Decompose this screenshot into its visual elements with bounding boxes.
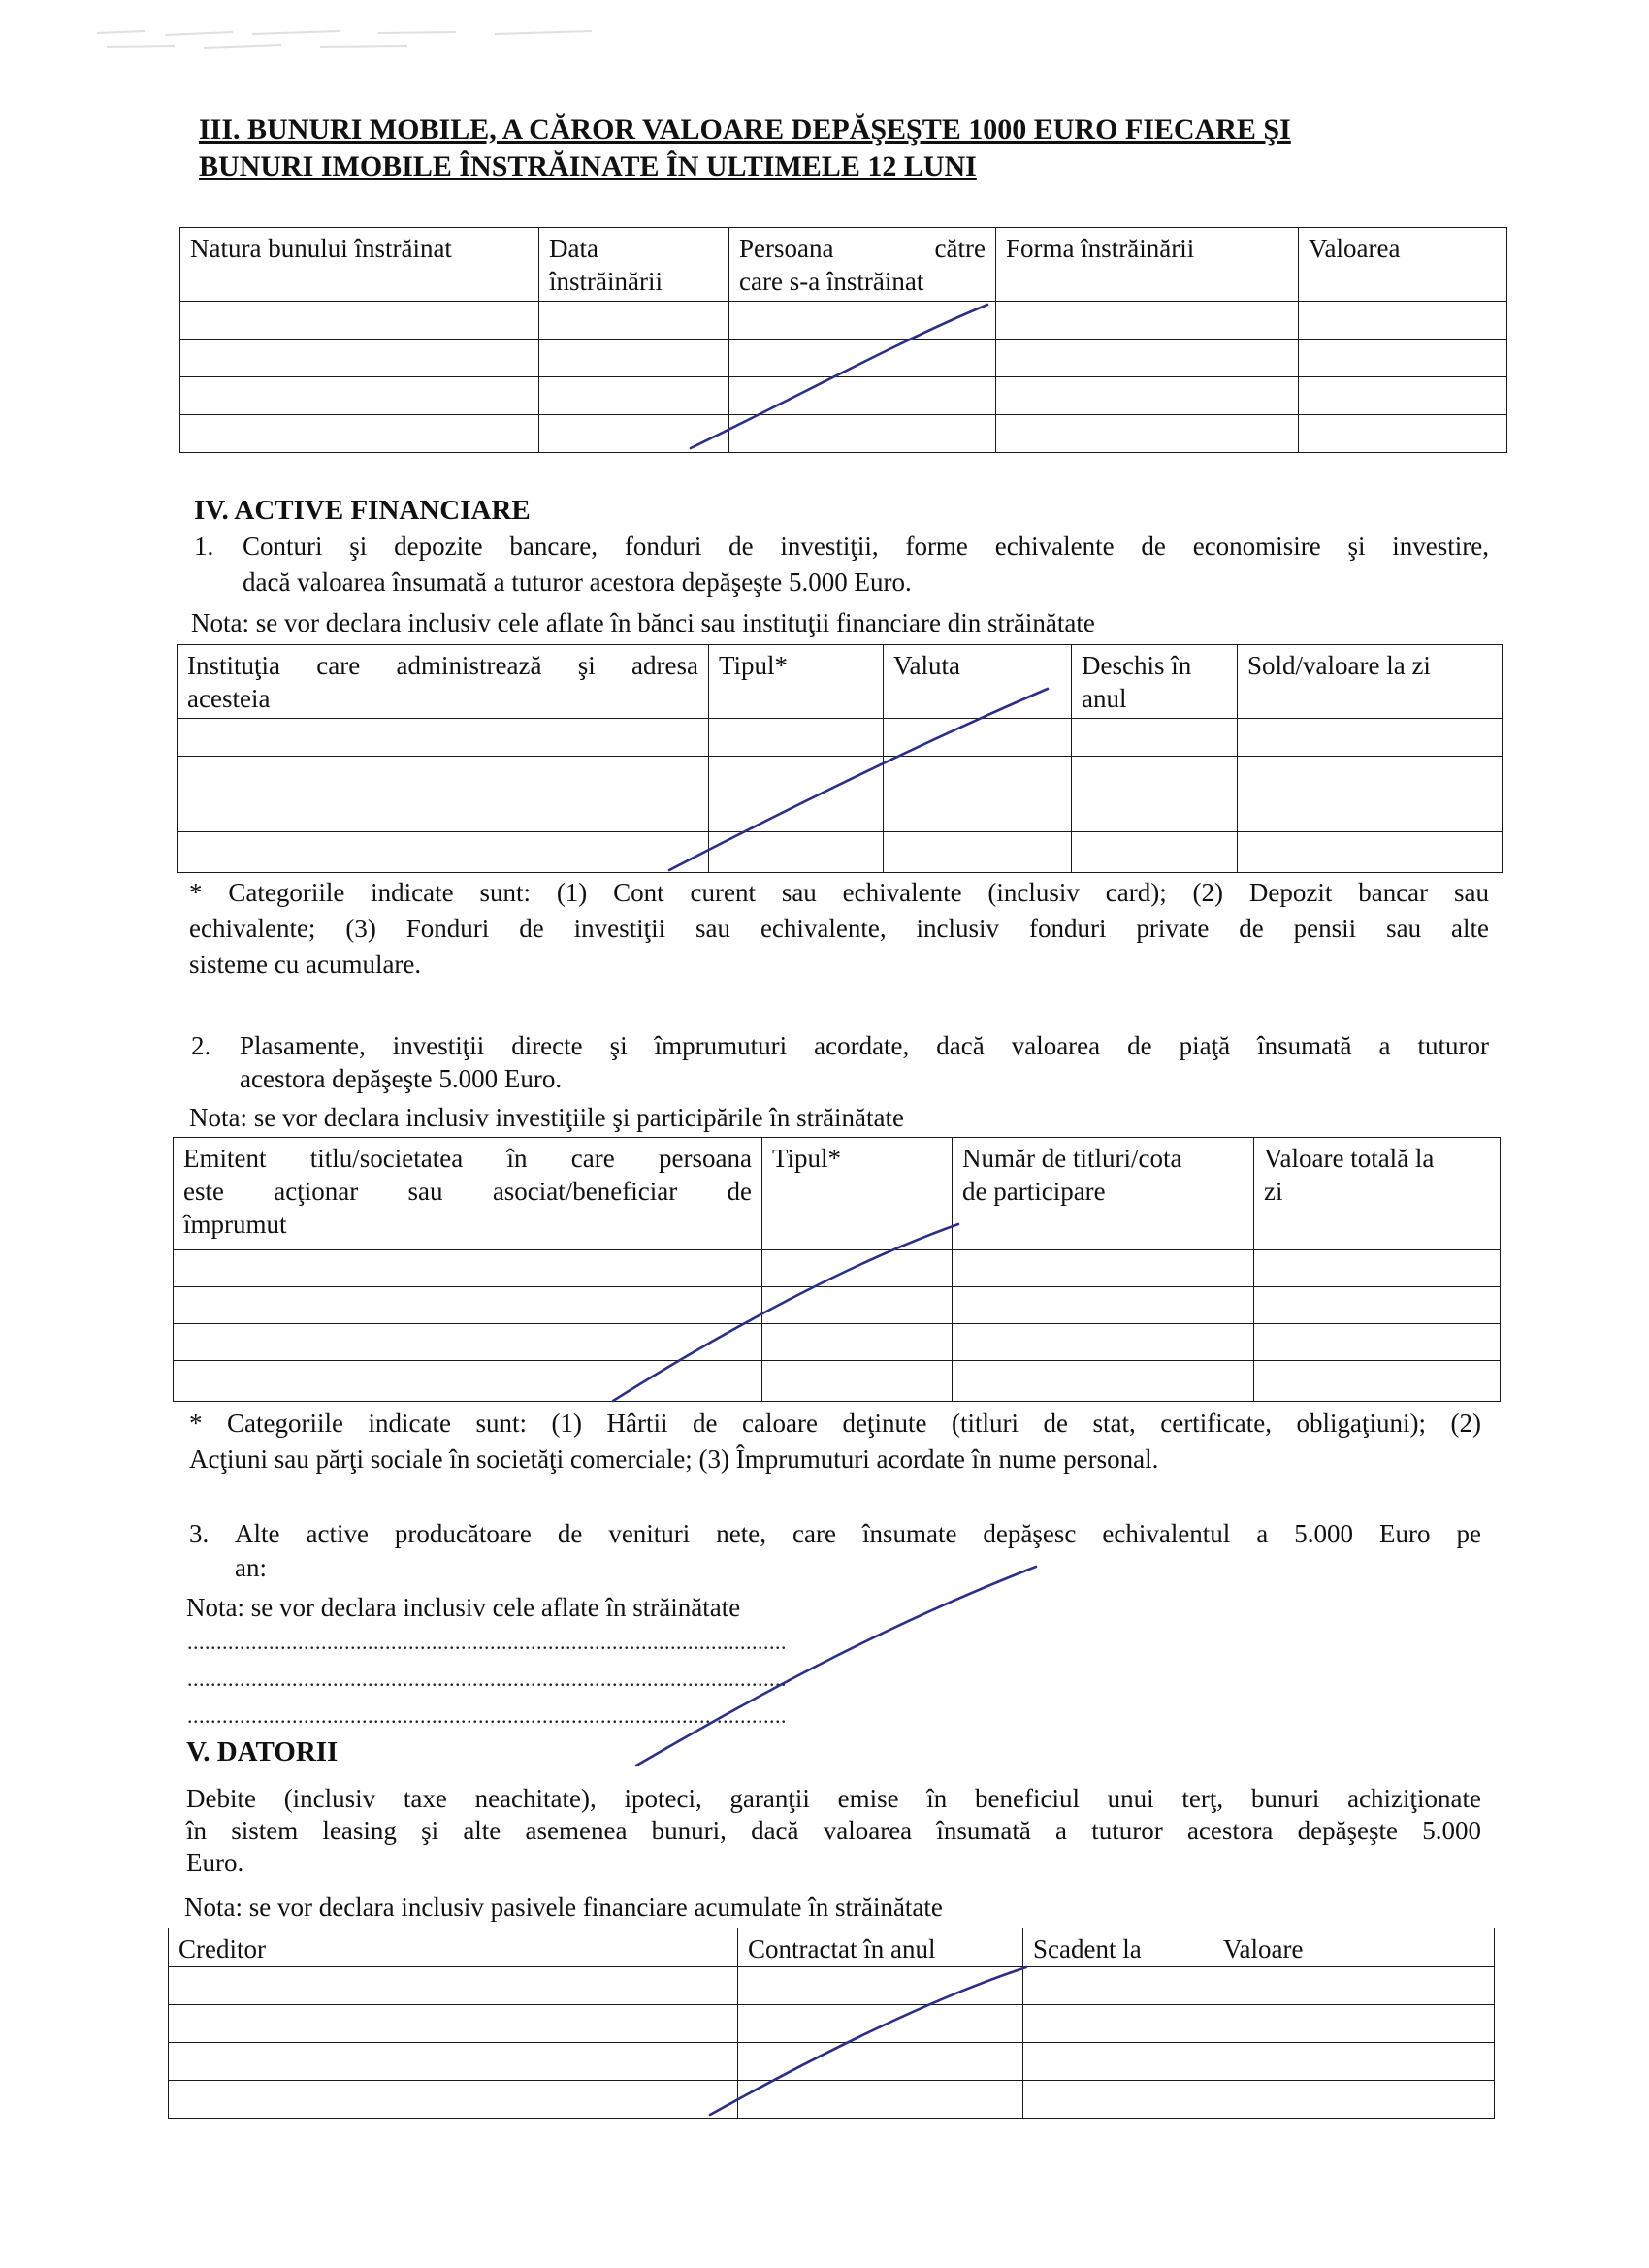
- table-row: [178, 757, 1503, 794]
- table-row: [174, 1287, 1501, 1324]
- header-emitent-line3: împrumut: [183, 1210, 287, 1239]
- item1-footnote-line3: sisteme cu acumulare.: [189, 950, 422, 979]
- header-tipul: Tipul*: [709, 645, 884, 719]
- item1-line1: [242, 531, 1489, 563]
- header-persoana-word1: Persoana: [739, 234, 834, 263]
- header-valuta: Valuta: [884, 645, 1072, 719]
- header-forma: Forma înstrăinării: [996, 228, 1299, 302]
- item2-line1-text: Plasamente, investiţii directe şi împrumuturi acordate, dacă valoarea de piaţă însumată a tuturor: [240, 1031, 1489, 1060]
- section3-title-line2: BUNURI IMOBILE ÎNSTRĂINATE ÎN ULTIMELE 12 LUNI: [199, 150, 977, 182]
- header-scadent: Scadent la: [1023, 1928, 1213, 1967]
- header-valoare-totala: [1254, 1138, 1501, 1250]
- header-persoana-line2: care s-a înstrăinat: [739, 267, 924, 296]
- header-data: [539, 228, 729, 302]
- item3-line1: [235, 1518, 1481, 1550]
- item2-line1: [240, 1030, 1489, 1062]
- item2-footnote: [189, 1408, 1481, 1475]
- table-row: [180, 302, 1507, 340]
- header-valoarea: Valoarea: [1299, 228, 1507, 302]
- section5-line3: Euro.: [186, 1848, 244, 1877]
- header-numar: [953, 1138, 1254, 1250]
- table-row: [180, 340, 1507, 377]
- table-row: [169, 2005, 1495, 2043]
- header-numar-line2: de participare: [962, 1177, 1106, 1206]
- dotted-line-3: .......................................................................................................: [187, 1703, 787, 1728]
- item2-footnote-line1: * Categoriile indicate sunt: (1) Hârtii de caloare deţinute (titluri de stat, certificate, obligaţiuni); (2): [189, 1409, 1481, 1438]
- header-emitent-line2: este acţionar sau asociat/beneficiar de: [183, 1177, 752, 1206]
- item2-footnote-line2: Acţiuni sau părţi sociale în societăţi comerciale; (3) Împrumuturi acordate în nume personal.: [189, 1444, 1159, 1474]
- item2-nota: Nota: se vor declara inclusiv investiţiile şi participările în străinătate: [189, 1103, 905, 1132]
- table-row: [178, 719, 1503, 757]
- alienated-goods-table: [179, 227, 1507, 453]
- table-header-row: [169, 1928, 1495, 1967]
- table-row: [180, 415, 1507, 453]
- item1-line2: dacă valoarea însumată a tuturor acestora depăşeşte 5.000 Euro.: [242, 567, 912, 597]
- item2-line2: acestora depăşeşte 5.000 Euro.: [240, 1064, 563, 1093]
- header-valoare-line2: zi: [1264, 1177, 1283, 1206]
- item3-line1-text: Alte active producătoare de venituri nete, care însumate depăşesc echivalentul a 5.000 Euro pe: [235, 1519, 1481, 1548]
- table-row: [178, 794, 1503, 832]
- table-header-row: [178, 645, 1503, 719]
- header-emitent: [174, 1138, 762, 1250]
- header-contractat: Contractat în anul: [738, 1928, 1023, 1967]
- section4-title: IV. ACTIVE FINANCIARE: [194, 495, 531, 526]
- header-valoare: Valoare: [1213, 1928, 1495, 1967]
- header-numar-line1: Număr de titluri/cota: [962, 1144, 1182, 1173]
- section3-title-line1: III. BUNURI MOBILE, A CĂROR VALOARE DEPĂŞEŞTE 1000 EURO FIECARE ŞI: [199, 113, 1291, 146]
- header-valoare-line1: Valoare totală la: [1264, 1144, 1435, 1173]
- header-data-line1: Data: [549, 234, 598, 263]
- debts-table: [168, 1928, 1495, 2119]
- header-persoana-word2: către: [934, 234, 986, 263]
- table-row: [169, 1967, 1495, 2005]
- item2-number: 2.: [191, 1031, 211, 1060]
- dotted-line-1: .......................................................................................................: [187, 1630, 787, 1654]
- item1-nota: Nota: se vor declara inclusiv cele aflate în bănci sau instituţii financiare din străinătate: [191, 608, 1095, 637]
- header-tipul: Tipul*: [762, 1138, 953, 1250]
- section5-line2: în sistem leasing şi alte asemenea bunuri, dacă valoarea însumată a tuturor acestora depăşeşte 5.000: [186, 1816, 1481, 1845]
- item1-footnote-line2: echivalente; (3) Fonduri de investiţii sau echivalente, inclusiv fonduri private de pensii sau alte: [189, 914, 1489, 943]
- header-persoana: [729, 228, 996, 302]
- item3-number: 3.: [189, 1519, 210, 1548]
- header-institutia-line1: Instituţia care administrează şi adresa: [187, 651, 698, 680]
- header-creditor: Creditor: [169, 1928, 738, 1967]
- bank-accounts-table: [177, 644, 1503, 873]
- header-sold: Sold/valoare la zi: [1238, 645, 1503, 719]
- table-row: [174, 1250, 1501, 1287]
- section5-text: [186, 1783, 1481, 1879]
- header-data-line2: înstrăinării: [549, 267, 663, 296]
- investments-table: [173, 1137, 1501, 1402]
- table-row: [180, 377, 1507, 415]
- section5-line1: Debite (inclusiv taxe neachitate), ipoteci, garanţii emise în beneficiul unui terţ, bunuri achiziţionate: [186, 1784, 1481, 1813]
- table-row: [169, 2043, 1495, 2081]
- item1-line1-text: Conturi şi depozite bancare, fonduri de investiţii, forme echivalente de economisire şi investire,: [242, 532, 1489, 561]
- header-deschis-line2: anul: [1082, 684, 1127, 713]
- table-row: [169, 2081, 1495, 2119]
- header-institutia-line2: acesteia: [187, 684, 271, 713]
- header-institutia: [178, 645, 709, 719]
- table-header-row: [174, 1138, 1501, 1250]
- header-deschis: [1072, 645, 1238, 719]
- item1-footnote: [189, 877, 1489, 981]
- table-row: [174, 1324, 1501, 1361]
- section5-nota: Nota: se vor declara inclusiv pasivele financiare acumulate în străinătate: [184, 1893, 943, 1922]
- item3-nota: Nota: se vor declara inclusiv cele aflate în străinătate: [186, 1593, 741, 1622]
- header-deschis-line1: Deschis în: [1082, 651, 1192, 680]
- item1-footnote-line1: * Categoriile indicate sunt: (1) Cont curent sau echivalente (inclusiv card); (2) Depozit bancar sau: [189, 878, 1489, 907]
- table-row: [178, 832, 1503, 873]
- header-emitent-line1: Emitent titlu/societatea în care persoana: [183, 1144, 752, 1173]
- table-row: [174, 1361, 1501, 1402]
- faint-header-remnant: [87, 19, 689, 54]
- section5-title: V. DATORII: [186, 1736, 339, 1767]
- table-header-row: [180, 228, 1507, 302]
- dotted-line-2: .......................................................................................................: [187, 1667, 787, 1691]
- item1-number: 1.: [194, 532, 214, 561]
- header-natura: Natura bunului înstrăinat: [180, 228, 539, 302]
- item3-line2: an:: [235, 1553, 267, 1582]
